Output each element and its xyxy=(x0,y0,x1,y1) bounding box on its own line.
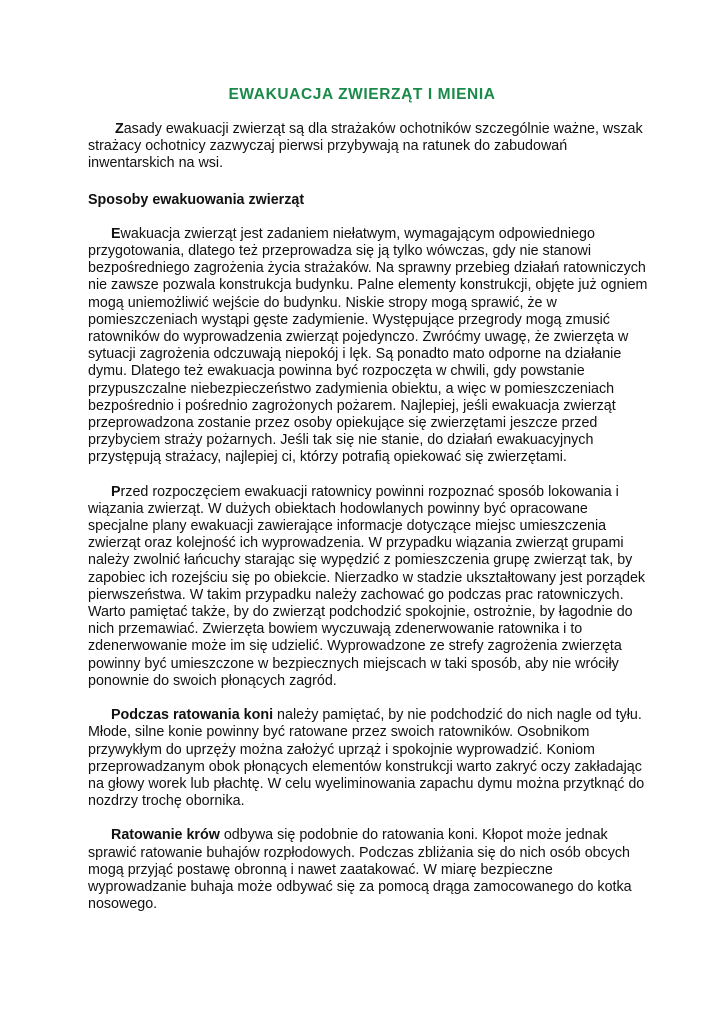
paragraph-text: rzed rozpoczęciem ewakuacji ratownicy powinni rozpoznać sposób lokowania i wiązania zwierząt. W dużych obiektach hodowlanych powinny być opracowane specjalne plany ewakuacji zawierające informacje dotyczące miejsc umieszczenia zwierząt oraz kolejność ich wyprowadzenia. W przypadku wiązania zwierząt grupami należy zwolnić łańcuchy starając się wypędzić z pomieszczenia grupę zwierząt tak, by zapobiec ich rozejściu się po obiekcie. Nierzadko w stadzie ukształtowany jest porządek pierwszeństwa. W takim przypadku należy zachować go podczas prac ratowniczych. Warto pamiętać także, by do zwierząt podchodzić spokojnie, ostrożnie, by łagodnie do nich przemawiać. Zwierzęta bowiem wyczuwają zdenerwowanie ratownika i to zdenerwowanie może im się udzielić. Wyprowadzone ze strefy zagrożenia zwierzęta powinny być umieszczone w bezpiecznych miejscach w taki sposób, aby nie wróciły ponownie do swoich płonących zagród. xyxy=(88,483,646,689)
intro-first-letter: Z xyxy=(115,121,124,137)
page-title: EWAKUACJA ZWIERZĄT I MIENIA xyxy=(228,86,496,103)
paragraph-text: odbywa się podobnie do ratowania koni. Kłopot może jednak sprawić ratowanie buhajów rozpłodowych. Podczas zbliżania się do nich osób obcych mogą przyjąć postawę obronną i nawet zaatakować. W miarę bezpieczne wyprowadzanie buhaja może odbywać się za pomocą drąga zamocowanego do kotka nosowego. xyxy=(88,827,632,913)
paragraph-lead: Podczas ratowania koni xyxy=(111,707,274,724)
intro-paragraph xyxy=(88,121,648,173)
paragraph-lead: Ratowanie krów xyxy=(111,827,220,844)
paragraph-preparation xyxy=(88,484,648,690)
paragraph-text: wakuacja zwierząt jest zadaniem niełatwym, wymagającym odpowiedniego przygotowania, dlatego też przeprowadza się ją tylko wówczas, gdy nie stanowi bezpośredniego zagrożenia życia strażaków. Na sprawny przebieg działań ratowniczych nie zawsze pozwala konstrukcja budynku. Palne elementy konstrukcji, objęte już ogniem mogą uniemożliwić wejście do budynku. Niskie stropy mogą sprawić, że w pomieszczeniach wystąpi gęste zadymienie. Występujące przegrody mogą zmusić ratowników do wyprowadzenia zwierząt pojedynczo. Zwróćmy uwagę, że zwierzęta w sytuacji zagrożenia odczuwają niepokój i lęk. Są ponadto mato odporne na działanie dymu. Dlatego też ewakuacja powinna być rozpoczęta w chwili, gdy powstanie przypuszczalne niebezpieczeństwo zadymienia obiektu, a więc w pomieszczeniach bezpośrednio i pośrednio zagrożonych pożarem. Najlepiej, jeśli ewakuacja zwierząt przeprowadzona zostanie przez osoby opiekujące się zwierzętami jeszcze przed przybyciem straży pożarnych. Jeśli tak się nie stanie, do działań ewakuacyjnych przystępują strażacy, najlepiej ci, którzy potrafią opiekować się zwierzętami. xyxy=(88,225,648,466)
paragraph-horses xyxy=(88,707,648,810)
intro-text: asady ewakuacji zwierząt są dla strażaków ochotników szczególnie ważne, wszak strażacy ochotnicy zazwyczaj pierwsi przybywają na ratunek do zabudowań inwentarskich na wsi. xyxy=(88,121,643,172)
paragraph-evacuation xyxy=(88,226,648,467)
paragraph-first-letter: E xyxy=(111,225,121,242)
document-body xyxy=(88,121,648,913)
section-heading: Sposoby ewakuowania zwierząt xyxy=(88,191,305,208)
paragraph-text: należy pamiętać, by nie podchodzić do nich nagle od tyłu. Młode, silne konie powinny być ratowane przez swoich ratowników. Osobnikom przywykłym do uprzęży można założyć uprząż i spokojnie wyprowadzić. Koniom przeprowadzanym obok płonących elementów konstrukcji warto zakryć oczy zakładając na głowy worek lub płachtę. W celu wyeliminowania zapachu dymu można przytknąć do nozdrzy trochę obornika. xyxy=(88,707,645,810)
paragraph-cows xyxy=(88,827,648,913)
paragraph-first-letter: P xyxy=(111,483,121,500)
